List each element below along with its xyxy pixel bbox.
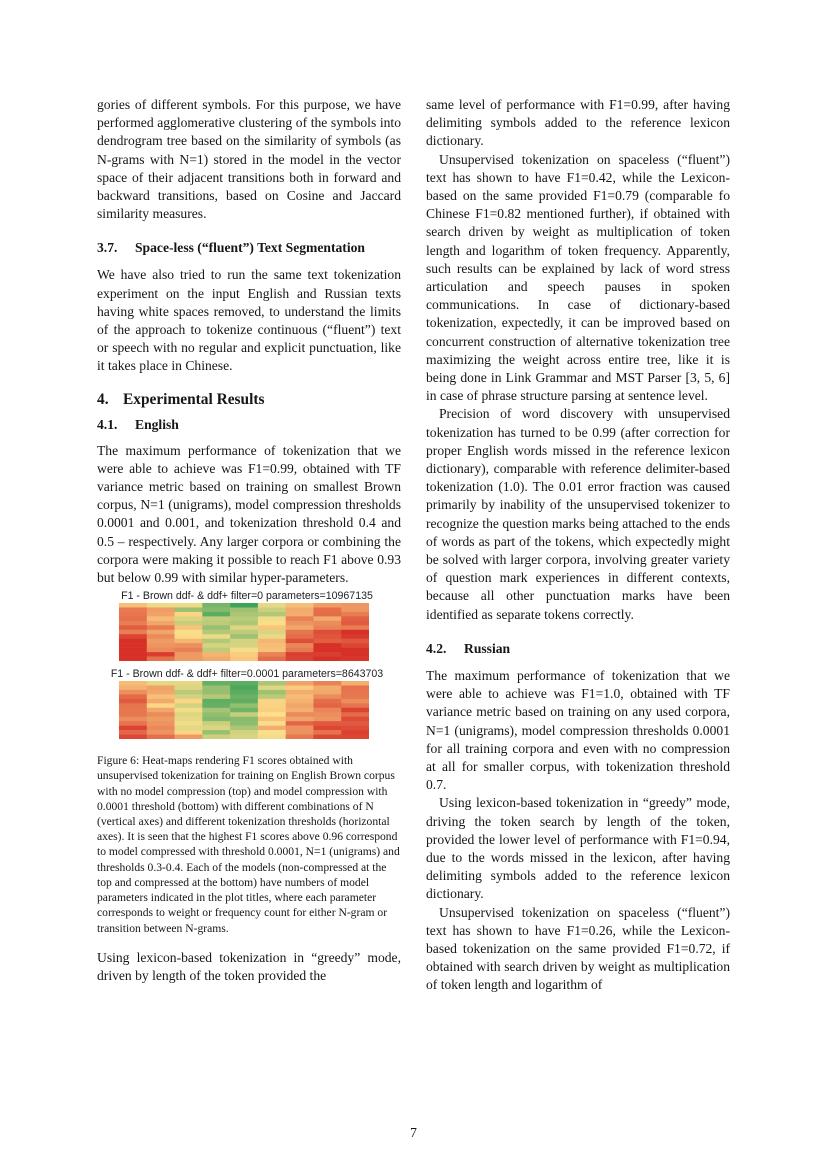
heatmap-cell	[175, 686, 203, 691]
heatmap-cell	[175, 735, 203, 739]
heatmap-cell	[230, 652, 258, 657]
section-title: Space-less (“fluent”) Text Segmentation	[135, 240, 365, 256]
heatmap-cell	[313, 681, 341, 686]
right-column	[426, 96, 730, 995]
heatmap-cell	[119, 726, 147, 731]
heatmap-cell	[258, 681, 286, 686]
heatmap-cell	[258, 603, 286, 608]
heatmap-cell	[313, 726, 341, 731]
heatmap-cell	[341, 617, 369, 622]
heatmap-cell	[202, 608, 230, 613]
heatmap-cell	[230, 704, 258, 709]
heatmap-cell	[202, 617, 230, 622]
heatmap-cell	[147, 617, 175, 622]
heatmap-cell	[230, 730, 258, 735]
heatmap-cell	[147, 639, 175, 644]
heatmap-cell	[341, 648, 369, 653]
heatmap-cell	[230, 603, 258, 608]
heatmap-cell	[258, 717, 286, 722]
section-heading-3-7	[97, 239, 401, 257]
heatmap-cell	[313, 686, 341, 691]
heatmap-cell	[258, 712, 286, 717]
heatmap-cell	[147, 699, 175, 704]
heatmap-cell	[258, 686, 286, 691]
heatmap-cell	[230, 712, 258, 717]
heatmap-cell	[286, 695, 314, 700]
heatmap-cell	[202, 612, 230, 617]
heatmap-cell	[286, 712, 314, 717]
heatmap-cell	[147, 712, 175, 717]
heatmap-cell	[341, 657, 369, 661]
heatmap-cell	[258, 730, 286, 735]
heatmap-top	[97, 603, 397, 661]
paragraph: Using lexicon-based tokenization in “greedy” mode, driven by length of the token provided the	[97, 949, 401, 983]
heatmap-cell	[341, 712, 369, 717]
heatmap-cell	[147, 626, 175, 631]
heatmap-cell	[147, 717, 175, 722]
heatmap-cell	[202, 681, 230, 686]
heatmap-cell	[341, 634, 369, 639]
page-number: 7	[410, 1125, 417, 1140]
heatmap-cell	[341, 630, 369, 635]
heatmap-cell	[230, 648, 258, 653]
heatmap-cell	[119, 603, 147, 608]
heatmap-cell	[230, 612, 258, 617]
heatmap-cell	[313, 612, 341, 617]
heatmap-cell	[341, 686, 369, 691]
heatmap-cell	[230, 639, 258, 644]
heatmap-cell	[313, 626, 341, 631]
heatmap-cell	[119, 695, 147, 700]
heatmap-cell	[313, 721, 341, 726]
heatmap-cell	[202, 686, 230, 691]
heatmap-cell	[202, 730, 230, 735]
heatmap-cell	[286, 721, 314, 726]
heatmap-cell	[230, 717, 258, 722]
heatmap-cell	[175, 730, 203, 735]
heatmap-cell	[230, 621, 258, 626]
heatmap-cell	[202, 704, 230, 709]
heatmap-cell	[258, 657, 286, 661]
heatmap-cell	[341, 726, 369, 731]
heatmap-cell	[286, 704, 314, 709]
heatmap-cell	[258, 648, 286, 653]
heatmap-cell	[119, 681, 147, 686]
heatmap-cell	[147, 704, 175, 709]
heatmap-cell	[202, 657, 230, 661]
heatmap-cell	[313, 608, 341, 613]
heatmap-cell	[119, 612, 147, 617]
heatmap-cell	[313, 657, 341, 661]
heatmap-cell	[119, 699, 147, 704]
heatmap-cell	[147, 643, 175, 648]
heatmap-cell	[258, 612, 286, 617]
heatmap-cell	[313, 652, 341, 657]
heatmap-cell	[258, 626, 286, 631]
section-heading-4	[97, 390, 401, 410]
heatmap-cell	[230, 721, 258, 726]
heatmap-cell	[230, 634, 258, 639]
heatmap-cell	[230, 626, 258, 631]
heatmap-cell	[341, 730, 369, 735]
heatmap-cell	[119, 617, 147, 622]
heatmap-cell	[119, 639, 147, 644]
heatmap-cell	[175, 621, 203, 626]
heatmap-top-title: F1 - Brown ddf- & ddf+ filter=0 parameters=10967135	[121, 590, 373, 603]
heatmap-cell	[286, 608, 314, 613]
paragraph: The maximum performance of tokenization that we were able to achieve was F1=1.0, obtained with TF variance metric based on training on any used corpora, N=1 (unigrams), model compression thresholds 0.0001 for all training corpora and even with no compression at all for smaller corpus, with tokenization threshold 0.7.	[426, 667, 730, 793]
section-title: English	[135, 416, 179, 432]
heatmap-cell	[341, 626, 369, 631]
heatmap-cell	[286, 708, 314, 713]
section-number: 4.1.	[97, 416, 118, 432]
heatmap-cell	[258, 608, 286, 613]
section-heading-4-1	[97, 416, 401, 434]
heatmap-cell	[341, 717, 369, 722]
heatmap-cell	[313, 621, 341, 626]
heatmap-cell	[286, 730, 314, 735]
heatmap-cell	[258, 621, 286, 626]
heatmap-cell	[230, 708, 258, 713]
heatmap-cell	[119, 686, 147, 691]
heatmap-cell	[175, 612, 203, 617]
heatmap-cell	[202, 708, 230, 713]
heatmap-cell	[286, 617, 314, 622]
heatmap-cell	[341, 690, 369, 695]
heatmap-cell	[286, 699, 314, 704]
heatmap-cell	[230, 726, 258, 731]
heatmap-cell	[258, 704, 286, 709]
heatmap-cell	[202, 699, 230, 704]
heatmap-cell	[258, 634, 286, 639]
figure-6	[97, 590, 397, 739]
heatmap-cell	[202, 652, 230, 657]
section-heading-4-2	[426, 640, 730, 658]
heatmap-cell	[175, 717, 203, 722]
paragraph: Unsupervised tokenization on spaceless (“fluent”) text has shown to have F1=0.42, while the Lexicon-based on the same provided F1=0.79 (comparable fo Chinese F1=0.82 mentioned further), if obtained with search driven by weight as multiplication of token length and logarithm of token frequency. Apparently, such results can be explained by lack of word stress articulation and speech pauses in spoken communications. In case of dictionary-based tokenization, expectedly, it can be improved based on concurrent construction of alternative tokenization tree maximizing the weight across entire tree, like it is being done in Link Grammar and MST Parser [3, 5, 6] in case of phrase structure parsing at sentence level.	[426, 151, 730, 404]
heatmap-cell	[147, 690, 175, 695]
heatmap-cell	[313, 639, 341, 644]
heatmap-cell	[286, 648, 314, 653]
heatmap-cell	[202, 621, 230, 626]
heatmap-cell	[175, 652, 203, 657]
heatmap-cell	[202, 695, 230, 700]
section-number: 4.	[97, 390, 109, 408]
heatmap-cell	[286, 643, 314, 648]
heatmap-cell	[175, 681, 203, 686]
heatmap-cell	[341, 704, 369, 709]
heatmap-cell	[119, 630, 147, 635]
heatmap-cell	[175, 708, 203, 713]
heatmap-cell	[341, 612, 369, 617]
paragraph: same level of performance with F1=0.99, after having delimiting symbols added to the reference lexicon dictionary.	[426, 97, 730, 149]
heatmap-cell	[230, 686, 258, 691]
heatmap-cell	[175, 617, 203, 622]
heatmap-cell	[341, 652, 369, 657]
heatmap-cell	[341, 621, 369, 626]
heatmap-cell	[313, 735, 341, 739]
heatmap-cell	[341, 681, 369, 686]
heatmap-cell	[230, 617, 258, 622]
heatmap-cell	[175, 690, 203, 695]
heatmap-cell	[175, 634, 203, 639]
y-axis-labels	[97, 681, 117, 739]
heatmap-cell	[147, 608, 175, 613]
heatmap-cell	[286, 690, 314, 695]
heatmap-cell	[313, 730, 341, 735]
heatmap-cell	[313, 603, 341, 608]
section-title: Experimental Results	[123, 390, 265, 408]
heatmap-cell	[175, 639, 203, 644]
heatmap-cell	[119, 712, 147, 717]
section-number: 4.2.	[426, 640, 447, 656]
heatmap-cell	[286, 603, 314, 608]
heatmap-cell	[119, 690, 147, 695]
heatmap-cell	[313, 690, 341, 695]
heatmap-cell	[230, 608, 258, 613]
heatmap-cell	[175, 603, 203, 608]
heatmap-cell	[147, 735, 175, 739]
heatmap-cell	[341, 603, 369, 608]
figure-caption: Figure 6: Heat-maps rendering F1 scores obtained with unsupervised tokenization for training on English Brown corpus with no model compression (top) and model compression with 0.0001 threshold (bottom) with different combinations of N (vertical axes) and different tokenization thresholds (horizontal axes). It is seen that the highest F1 scores above 0.96 correspond to model compressed with threshold 0.0001, N=1 (unigrams) and thresholds 0.3-0.4. Each of the models (non-compressed at the top and compressed at the bottom) have numbers of model parameters indicated in the plot titles, where each parameter corresponds to weight or frequency count for either N-gram or transition between N-grams.	[97, 754, 400, 935]
heatmap-cell	[119, 621, 147, 626]
heatmap-cell	[175, 657, 203, 661]
heatmap-cell	[175, 608, 203, 613]
heatmap-cell	[313, 643, 341, 648]
heatmap-cell	[258, 735, 286, 739]
heatmap-cell	[175, 699, 203, 704]
heatmap-cell	[258, 699, 286, 704]
heatmap-cell	[258, 630, 286, 635]
heatmap-cell	[230, 657, 258, 661]
heatmap-cell	[313, 699, 341, 704]
heatmap-cell	[147, 603, 175, 608]
heatmap-cell	[147, 634, 175, 639]
heatmap-cell	[147, 681, 175, 686]
heatmap-bottom-title: F1 - Brown ddf- & ddf+ filter=0.0001 parameters=8643703	[110, 668, 384, 681]
heatmap-cell	[175, 695, 203, 700]
heatmap-cell	[230, 681, 258, 686]
heatmap-cell	[286, 681, 314, 686]
heatmap-cell	[119, 657, 147, 661]
heatmap-cell	[147, 612, 175, 617]
heatmap-cell	[230, 735, 258, 739]
section-number: 3.7.	[97, 240, 118, 256]
heatmap-cell	[202, 648, 230, 653]
heatmap-cell	[230, 699, 258, 704]
heatmap-cell	[202, 712, 230, 717]
heatmap-cell	[119, 626, 147, 631]
heatmap-cell	[230, 630, 258, 635]
heatmap-cell	[202, 643, 230, 648]
heatmap-cell	[230, 690, 258, 695]
heatmap-cell	[147, 686, 175, 691]
heatmap-cell	[258, 726, 286, 731]
paragraph: Using lexicon-based tokenization in “greedy” mode, driving the token search by length of the token, provided the lower level of performance with F1=0.94, due to the words missed in the lexicon, after having delimiting symbols added to the reference lexicon dictionary.	[426, 795, 730, 902]
heatmap-cell	[286, 657, 314, 661]
heatmap-cell	[119, 721, 147, 726]
heatmap-cell	[313, 717, 341, 722]
heatmap-cell	[230, 643, 258, 648]
paragraph: The maximum performance of tokenization that we were able to achieve was F1=0.99, obtained with TF variance metric based on training on smallest Brown corpus, N=1 (unigrams), model compression thresholds 0.0001 and 0.001, and tokenization threshold 0.4 and 0.5 – respectively. Any larger corpora or combining the corpora were making it possible to reach F1 above 0.93 but below 0.99 with similar hyper-parameters.	[97, 442, 401, 586]
heatmap-cell	[119, 730, 147, 735]
heatmap-cell	[119, 643, 147, 648]
heatmap-cell	[286, 639, 314, 644]
paragraph: We have also tried to run the same text tokenization experiment on the input English and Russian texts having white spaces removed, to understand the limits of the approach to tokenize continuous (“fluent”) text or speech with no regular and explicit punctuation, like it takes place in Chinese.	[97, 267, 401, 374]
heatmap-cell	[119, 717, 147, 722]
heatmap-cell	[286, 686, 314, 691]
heatmap-cell	[202, 690, 230, 695]
paragraph: Unsupervised tokenization on spaceless (“fluent”) text has shown to have F1=0.26, while the Lexicon-based tokenization on the same provided F1=0.72, if obtained with search driven by weight as multiplication of token length and logarithm of	[426, 904, 730, 993]
paragraph: Precision of word discovery with unsupervised tokenization has turned to be 0.99 (after correction for proper English words missed in the reference lexicon dictionary), comparable with reference delimiter-based tokenization (1.0). The 0.01 error fraction was caused primarily by inability of the unsupervised tokenizer to recognize the question marks being attached to the ends of words as part of the tokens, which expectedly might be solved with larger corpora, involving greater variety of question mark experiences in different contexts, because all other punctuation marks have been identified as separate tokens correctly.	[426, 406, 730, 622]
heatmap-cell	[258, 643, 286, 648]
heatmap-cell	[258, 617, 286, 622]
heatmap-cell	[286, 634, 314, 639]
paragraph: gories of different symbols. For this purpose, we have performed agglomerative clustering of the symbols into dendrogram tree based on the similarity of symbols (as N-grams with N=1) stored in the model in the vector space of their adjacent transitions both in forward and backward transitions, based on Cosine and Jaccard similarity measures.	[97, 97, 401, 222]
heatmap-cell	[341, 695, 369, 700]
heatmap-cell	[202, 721, 230, 726]
heatmap-cell	[286, 735, 314, 739]
heatmap-cell	[175, 630, 203, 635]
heatmap-cell	[313, 648, 341, 653]
heatmap-cell	[286, 626, 314, 631]
heatmap-cell	[258, 639, 286, 644]
heatmap-cell	[119, 648, 147, 653]
heatmap-bottom	[97, 681, 397, 739]
heatmap-cell	[313, 634, 341, 639]
heatmap-cell	[286, 726, 314, 731]
heatmap-cell	[119, 708, 147, 713]
heatmap-cell	[147, 621, 175, 626]
heatmap-cell	[175, 721, 203, 726]
heatmap-cell	[286, 630, 314, 635]
heatmap-cell	[258, 695, 286, 700]
heatmap-cell	[119, 735, 147, 739]
heatmap-cell	[313, 695, 341, 700]
heatmap-cell	[341, 639, 369, 644]
heatmap-cell	[202, 626, 230, 631]
heatmap-cell	[313, 704, 341, 709]
heatmap-cell	[202, 630, 230, 635]
heatmap-cell	[147, 652, 175, 657]
heatmap-cell	[147, 695, 175, 700]
heatmap-cell	[175, 704, 203, 709]
heatmap-cell	[147, 726, 175, 731]
heatmap-cell	[202, 735, 230, 739]
heatmap-cell	[147, 648, 175, 653]
heatmap-cell	[230, 695, 258, 700]
heatmap-cell	[147, 630, 175, 635]
heatmap-cell	[286, 652, 314, 657]
heatmap-bottom-grid	[119, 681, 369, 739]
heatmap-cell	[258, 708, 286, 713]
heatmap-top-grid	[119, 603, 369, 661]
heatmap-cell	[286, 612, 314, 617]
y-axis-labels	[97, 603, 117, 661]
heatmap-cell	[119, 652, 147, 657]
heatmap-cell	[313, 708, 341, 713]
heatmap-cell	[313, 712, 341, 717]
heatmap-cell	[175, 726, 203, 731]
heatmap-cell	[119, 634, 147, 639]
heatmap-cell	[202, 634, 230, 639]
heatmap-cell	[341, 608, 369, 613]
section-title: Russian	[464, 640, 511, 656]
heatmap-cell	[313, 617, 341, 622]
heatmap-cell	[258, 690, 286, 695]
heatmap-cell	[147, 657, 175, 661]
heatmap-cell	[313, 630, 341, 635]
heatmap-cell	[119, 704, 147, 709]
heatmap-cell	[258, 652, 286, 657]
left-column	[97, 96, 401, 985]
heatmap-cell	[175, 712, 203, 717]
heatmap-cell	[202, 603, 230, 608]
heatmap-cell	[341, 699, 369, 704]
heatmap-cell	[202, 717, 230, 722]
heatmap-cell	[175, 648, 203, 653]
heatmap-cell	[202, 726, 230, 731]
heatmap-cell	[175, 643, 203, 648]
heatmap-cell	[286, 717, 314, 722]
heatmap-cell	[147, 708, 175, 713]
heatmap-cell	[119, 608, 147, 613]
heatmap-cell	[202, 639, 230, 644]
heatmap-cell	[175, 626, 203, 631]
heatmap-cell	[147, 721, 175, 726]
heatmap-cell	[258, 721, 286, 726]
heatmap-cell	[286, 621, 314, 626]
heatmap-cell	[147, 730, 175, 735]
heatmap-cell	[341, 735, 369, 739]
heatmap-cell	[341, 643, 369, 648]
heatmap-cell	[341, 708, 369, 713]
heatmap-cell	[341, 721, 369, 726]
